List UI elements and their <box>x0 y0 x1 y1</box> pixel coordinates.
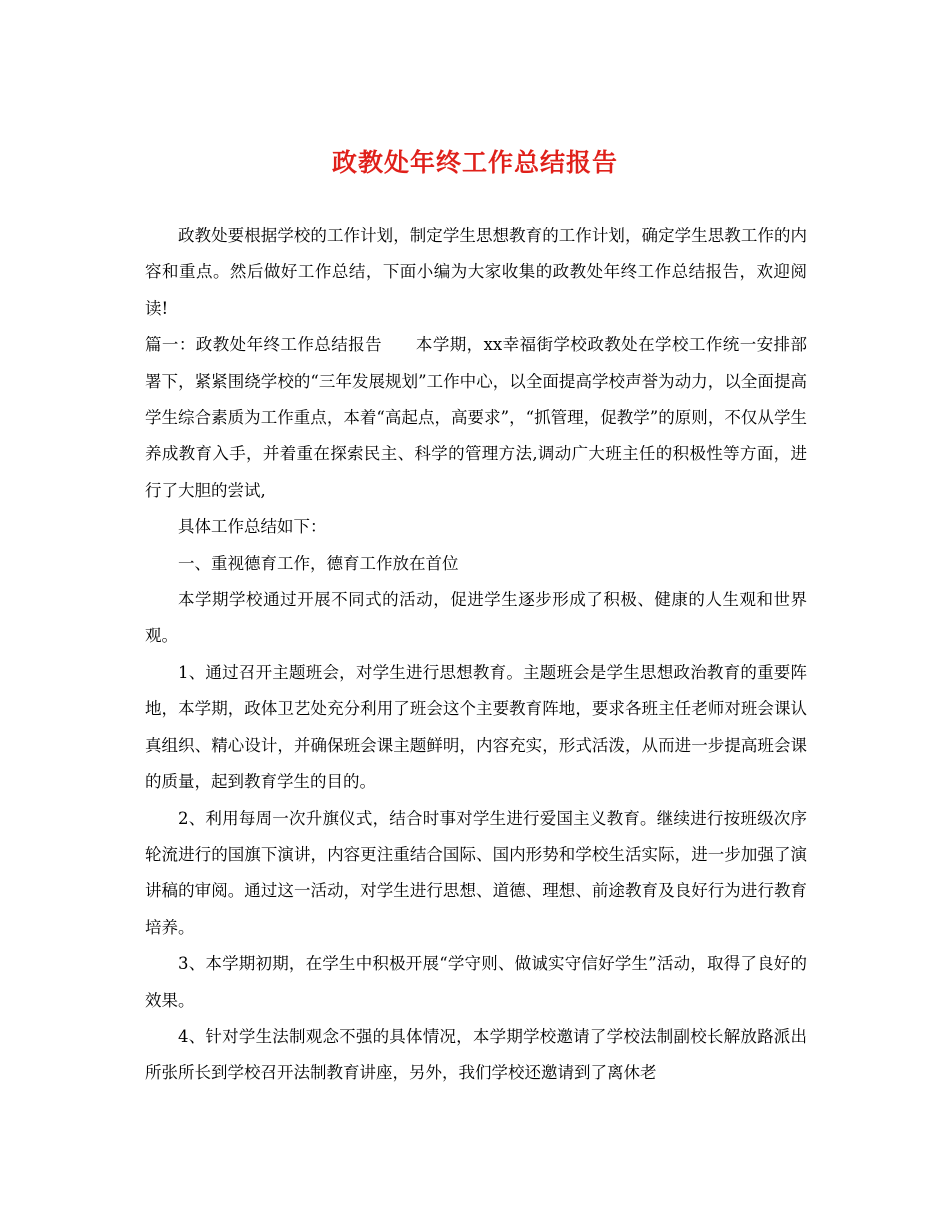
section-heading-moral-education: 一、重视德育工作，德育工作放在首位 <box>178 553 459 573</box>
paragraph-intro: 政教处要根据学校的工作计划，制定学生思想教育的工作计划，确定学生思教工作的内容和重点。然后做好工作总结，下面小编为大家收集的政教处年终工作总结报告，欢迎阅读! <box>145 226 807 318</box>
list-item-legal-education: 4、针对学生法制观念不强的具体情况，本学期学校邀请了学校法制副校长解放路派出所张所长到学校召开法制教育讲座，另外，我们学校还邀请到了离休老 <box>145 1026 807 1083</box>
paragraph-summary-lead: 具体工作总结如下： <box>178 517 327 537</box>
list-item-flag-raising: 2、利用每周一次升旗仪式，结合时事对学生进行爱国主义教育。继续进行按班级次序轮流进行的国旗下演讲，内容更注重结合国际、国内形势和学校生活实际，进一步加强了演讲稿的审阅。通过这一活动，对学生进行思想、道德、理想、前途教育及良好行为进行教育培养。 <box>145 808 807 937</box>
document-title: 政教处年终工作总结报告 <box>331 148 618 177</box>
document-body <box>145 218 807 1092</box>
list-item-honesty-activity: 3、本学期初期，在学生中积极开展“学守则、做诚实守信好学生”活动，取得了良好的效果。 <box>145 954 807 1010</box>
paragraph-activities: 本学期学校通过开展不同式的活动，促进学生逐步形成了积极、健康的人生观和世界观。 <box>145 590 807 646</box>
list-item-theme-class-meeting: 1、通过召开主题班会，对学生进行思想教育。主题班会是学生思想政治教育的重要阵地，本学期，政体卫艺处充分利用了班会这个主要教育阵地，要求各班主任老师对班会课认真组织、精心设计，并确保班会课主题鲜明，内容充实，形式活泼，从而进一步提高班会课的质量，起到教育学生的目的。 <box>145 662 807 792</box>
paragraph-part-one: 篇一：政教处年终工作总结报告 本学期，xx幸福街学校政教处在学校工作统一安排部署下，紧紧围绕学校的“三年发展规划”工作中心，以全面提高学校声誉为动力，以全面提高学生综合素质为工作重点，本着“高起点，高要求”，“抓管理，促教学”的原则，不仅从学生养成教育入手，并着重在探索民主、科学的管理方法,调动广大班主任的积极性等方面，进行了大胆的尝试, <box>145 335 807 500</box>
